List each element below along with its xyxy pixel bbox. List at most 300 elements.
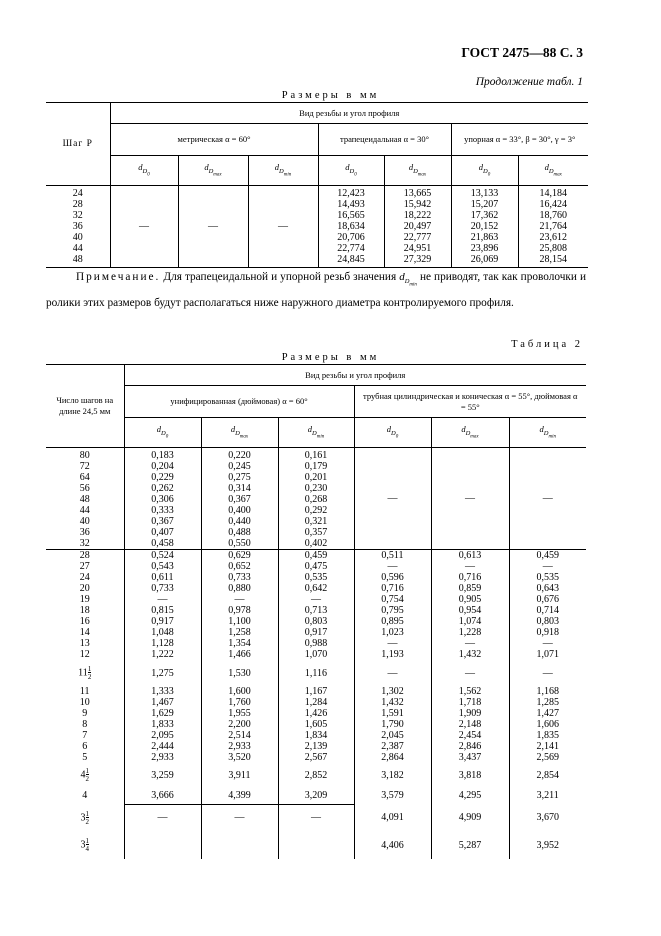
text-fragment: $d_{D_{min}}$ (274, 162, 292, 178)
table-cell: 2,148 (458, 719, 482, 730)
table-cell (46, 831, 124, 859)
table-cell: 16 (79, 616, 90, 627)
text-fragment (86, 837, 90, 853)
table-cell: 2,444 (151, 741, 174, 752)
table-cell: 2,864 (381, 752, 404, 763)
table-cell: 2,095 (151, 730, 174, 741)
t2-col-dmin-1 (278, 448, 354, 550)
table-cell: — (542, 638, 553, 649)
table-cell: 0,550 (228, 538, 251, 549)
text-fragment: $d_{D_{min}}$ (307, 424, 325, 440)
t1-sub-d0 (110, 156, 178, 186)
table-cell: 2,933 (151, 752, 174, 763)
table-cell (354, 550, 431, 661)
t1-cell: 26,069 (470, 254, 499, 265)
table-cell: 3,259 (124, 763, 201, 787)
note-text-1: Для трапецеидальной и упорной резьб значения (163, 271, 397, 283)
table-cell: 48 (79, 494, 90, 505)
table-cell (201, 686, 278, 763)
table-cell: 32 (79, 538, 90, 549)
table-cell: 4,295 (431, 787, 509, 804)
table-cell: 0,306 (151, 494, 174, 505)
table-cell: 1,466 (228, 649, 251, 660)
text-fragment: $d_{D_0}$ (156, 424, 169, 440)
table-cell (201, 550, 278, 661)
table-cell: 2,200 (228, 719, 251, 730)
table-cell: 5 (82, 752, 88, 763)
t1-cell: 15,942 (403, 199, 432, 210)
table-cell: — (124, 804, 201, 831)
table-cell: 1,284 (304, 697, 328, 708)
text-fragment (46, 365, 586, 386)
t1-metric-d0: — (110, 186, 178, 268)
table-cell: 0,535 (304, 572, 328, 583)
table-cell: 2 (85, 817, 89, 826)
t1-cell: 16,565 (337, 210, 365, 221)
t1-data (46, 186, 588, 268)
table-cell: 19 (79, 594, 90, 605)
t1-step: 36 (72, 221, 83, 232)
table-cell: 0,642 (304, 583, 328, 594)
table-cell: 0,245 (228, 461, 251, 472)
table-cell: 0,475 (304, 561, 328, 572)
t2-sub-d0 (354, 418, 431, 448)
t1-cell: 16,424 (539, 199, 567, 210)
table-cell: 1,718 (458, 697, 482, 708)
t2-block-3 (46, 686, 586, 763)
t2-group-pipe: трубная цилиндрическая и коническая α = 55°, дюймовая α = 55° (354, 386, 586, 418)
table-cell: 44 (79, 505, 90, 516)
table-cell: 0,716 (381, 583, 404, 594)
t2-row-4-half (46, 763, 586, 787)
table-cell: 0,333 (151, 505, 174, 516)
table-cell: 0,262 (151, 483, 174, 494)
table-cell: 0,459 (536, 550, 559, 561)
table-cell: 0,275 (228, 472, 251, 483)
table-cell: 0,917 (151, 616, 174, 627)
table-cell: 0,511 (381, 550, 404, 561)
t1-cell: 17,362 (470, 210, 499, 221)
note-label: Примечание. (76, 271, 161, 283)
t1-row-header (46, 103, 110, 186)
table-cell: 1,600 (228, 686, 251, 697)
table-cell (278, 550, 354, 661)
table-cell: 1,835 (536, 730, 559, 741)
t1-cell: 18,760 (539, 210, 567, 221)
table-cell: 0,596 (381, 572, 404, 583)
table-cell: 3,670 (509, 804, 586, 831)
table-cell: 0,357 (304, 527, 328, 538)
table-cell: 40 (79, 516, 90, 527)
table-cell: 0,407 (151, 527, 174, 538)
table-cell: 1,467 (151, 697, 174, 708)
t2-sub-dmin (278, 418, 354, 448)
t1-cell: 24,951 (403, 243, 432, 254)
table-cell: 36 (79, 527, 90, 538)
text-fragment: $d_{D_0}$ (478, 162, 491, 178)
t1-step: 24 (72, 188, 83, 199)
table-cell (431, 550, 509, 661)
table-cell: 0,402 (304, 538, 328, 549)
t2-row-3-quarter (46, 831, 586, 859)
table2-units: Размеры в мм (281, 352, 380, 363)
t1-cell: 22,777 (403, 232, 432, 243)
table-cell: — (542, 561, 553, 572)
table-cell: — (509, 660, 586, 686)
table-cell: 0,917 (304, 627, 328, 638)
table-cell: 1,591 (381, 708, 404, 719)
text-fragment: $d_{D_{max}}$ (544, 162, 562, 178)
t2-sub-dmin (509, 418, 586, 448)
t2-block-2 (46, 550, 586, 661)
table-cell: 4,909 (431, 804, 509, 831)
t2-pipe-dash: — (431, 448, 509, 550)
table-cell: 2 (87, 673, 92, 681)
table-cell: 2 (85, 775, 89, 783)
table-cell: 3,952 (509, 831, 586, 859)
t1-step: 44 (72, 243, 83, 254)
table-cell (46, 686, 124, 763)
table-cell (201, 831, 278, 859)
table-cell: 3,182 (354, 763, 431, 787)
table-cell: 0,815 (151, 605, 174, 616)
table-cell (46, 763, 124, 787)
text-fragment: $d_{D_0}$ (386, 424, 399, 440)
table-cell: 1,909 (458, 708, 482, 719)
table-cell: 56 (79, 483, 90, 494)
text-fragment: $d_{D_0}$ (345, 162, 357, 178)
table-cell: 1,228 (458, 627, 482, 638)
table-cell: 0,713 (304, 605, 328, 616)
table-cell: 2,139 (304, 741, 328, 752)
text-fragment (46, 156, 588, 186)
t2-row-11-half (46, 660, 586, 686)
table-cell: 3,666 (124, 787, 201, 804)
t1-step: 48 (72, 254, 83, 265)
t2-col-d0-1 (124, 448, 201, 550)
table-cell: 1,168 (536, 686, 559, 697)
table-cell: 3 (80, 811, 86, 823)
t1-sub-d0 (318, 156, 384, 186)
table-cell: 0,183 (151, 450, 174, 461)
table-cell: 80 (79, 450, 90, 461)
table-cell: 0,918 (536, 627, 559, 638)
table-cell: 7 (82, 730, 88, 741)
table-cell (46, 804, 124, 831)
t1-cell: 18,222 (403, 210, 432, 221)
table-cell: 9 (82, 708, 88, 719)
table-cell: 1,790 (381, 719, 404, 730)
t2-group-unified: унифицированная (дюймовая) α = 60° (124, 386, 354, 418)
table-cell: 1,605 (304, 719, 328, 730)
table-cell: 8 (82, 719, 88, 730)
table-cell: 0,880 (228, 583, 251, 594)
t1-cell: 14,184 (539, 188, 567, 199)
text-fragment (46, 124, 588, 156)
table-cell: 1,833 (151, 719, 174, 730)
table-cell: — (387, 638, 398, 649)
text-fragment (46, 418, 586, 448)
table-cell: 0,803 (304, 616, 328, 627)
note-symbol: $d_{D_{min}}$ (399, 271, 417, 288)
table-cell: 18 (79, 605, 90, 616)
t1-metric-dmin: — (248, 186, 318, 268)
t1-step: 32 (72, 210, 83, 221)
t1-cell: 24,845 (337, 254, 365, 265)
table-cell: 2,933 (228, 741, 251, 752)
t1-cell: 18,634 (337, 221, 365, 232)
table-cell: 0,716 (458, 572, 482, 583)
text-fragment (46, 103, 588, 124)
table-cell: 3,437 (458, 752, 482, 763)
table-cell: 0,230 (304, 483, 328, 494)
table-cell: 2,514 (228, 730, 251, 741)
t1-step: 40 (72, 232, 83, 243)
text-fragment: $d_{D_{min}}$ (539, 424, 556, 440)
table-cell (46, 660, 124, 686)
table-cell: 0,733 (228, 572, 251, 583)
table-cell: 1 (85, 767, 89, 775)
table-cell: — (201, 804, 278, 831)
table-cell: 64 (79, 472, 90, 483)
table-cell: 0,321 (304, 516, 328, 527)
table-cell: 4 (85, 845, 89, 853)
text-fragment: $d_{D_{max}}$ (230, 424, 249, 440)
table-cell: 0,524 (151, 550, 174, 561)
table-cell: 1,354 (228, 638, 251, 649)
table-cell: 6 (82, 741, 88, 752)
table-cell: 0,314 (228, 483, 251, 494)
table-cell: 0,611 (151, 572, 174, 583)
table-cell: 1,955 (228, 708, 251, 719)
t1-cell: 27,329 (403, 254, 432, 265)
t1-cell: 15,207 (470, 199, 499, 210)
t1-sub-dmax (518, 156, 588, 186)
table-cell: — (311, 594, 321, 605)
table-cell: 4,406 (354, 831, 431, 859)
table-cell: 3,211 (509, 787, 586, 804)
t1-cell: 20,497 (403, 221, 432, 232)
table-cell: 0,440 (228, 516, 251, 527)
table-cell: 0,733 (151, 583, 174, 594)
table-cell: 1,760 (228, 697, 251, 708)
table-cell: 0,201 (304, 472, 328, 483)
table-cell: 0,458 (151, 538, 174, 549)
note (46, 268, 586, 312)
table-cell: 0,367 (151, 516, 174, 527)
text-fragment (86, 810, 90, 826)
table-cell: 5,287 (431, 831, 509, 859)
table-cell: — (431, 660, 509, 686)
table-cell (124, 686, 201, 763)
table-cell: 1,100 (228, 616, 251, 627)
table-cell: 0,859 (458, 583, 482, 594)
t2-pipe-dash: — (509, 448, 586, 550)
table-cell: 0,895 (381, 616, 404, 627)
table-cell: 12 (79, 649, 90, 660)
page-header: ГОСТ 2475—88 С. 3 (461, 45, 583, 60)
table-cell: 3 (80, 839, 86, 851)
t2-sub-d0 (124, 418, 201, 448)
table-cell: 1 (87, 665, 92, 673)
table-cell: — (278, 804, 354, 831)
table-cell: 10 (79, 697, 90, 708)
t2-pipe-dash: — (354, 448, 431, 550)
table-cell: 0,220 (228, 450, 251, 461)
table-cell: 2,569 (536, 752, 559, 763)
table-cell: 11 (79, 686, 90, 697)
t1-sub-d0 (451, 156, 518, 186)
table-cell: 1,070 (304, 649, 328, 660)
table-cell: 1,116 (278, 660, 354, 686)
table-cell: 1,258 (228, 627, 251, 638)
table-cell: 1,302 (381, 686, 404, 697)
t2-block-1 (46, 448, 586, 550)
table-cell: 1 (85, 837, 89, 845)
table-cell: 0,268 (304, 494, 328, 505)
table-cell: 0,795 (381, 605, 404, 616)
table-cell: — (465, 561, 475, 572)
t2-sub-dmax (431, 418, 509, 448)
continuation-label: Продолжение табл. 1 (475, 76, 583, 88)
table-cell: 3,818 (431, 763, 509, 787)
table-cell: 24 (79, 572, 90, 583)
table-cell: 2,567 (304, 752, 328, 763)
table-cell (124, 831, 201, 859)
t2-col-steps-2 (46, 550, 124, 661)
text-fragment: $d_{D_0}$ (138, 162, 150, 178)
table-cell: 0,459 (304, 550, 328, 561)
table-cell: — (387, 561, 398, 572)
t1-col-upor-dmax (518, 186, 588, 268)
table2-caption: Таблица 2 (511, 339, 583, 350)
table-cell: 1,167 (304, 686, 328, 697)
table-cell: 0,905 (458, 594, 482, 605)
t1-cell: 21,863 (470, 232, 499, 243)
t1-cell: 25,808 (539, 243, 567, 254)
t1-sub-dmin (248, 156, 318, 186)
table-cell: 2,852 (278, 763, 354, 787)
table-cell: 0,613 (458, 550, 482, 561)
t1-col-upor-d0 (451, 186, 518, 268)
t2-col-steps-1 (46, 448, 124, 550)
table-cell (431, 686, 509, 763)
table-cell: — (465, 638, 475, 649)
table-cell: Шаг P (62, 138, 93, 149)
table-cell: 0,629 (228, 550, 251, 561)
table-cell: 1,562 (458, 686, 482, 697)
table-cell: 0,652 (228, 561, 251, 572)
table-cell: 3,911 (201, 763, 278, 787)
t1-cell: 23,896 (470, 243, 499, 254)
table-cell: 0,488 (228, 527, 251, 538)
table-cell: 1,222 (151, 649, 174, 660)
table-cell: 2,045 (381, 730, 404, 741)
table-cell: 3,579 (354, 787, 431, 804)
table-cell: 20 (79, 583, 90, 594)
table-cell: 0,754 (381, 594, 404, 605)
table-cell: — (234, 594, 245, 605)
table-cell: 1,023 (381, 627, 404, 638)
table-cell: 1,834 (304, 730, 328, 741)
table-cell (509, 550, 586, 661)
table-cell (278, 831, 354, 859)
table-cell: 1,128 (151, 638, 174, 649)
table-cell: 2,387 (381, 741, 404, 752)
table-cell: 1,193 (381, 649, 404, 660)
text-fragment (46, 386, 586, 418)
table-cell: 1,530 (201, 660, 278, 686)
table-cell: 0,803 (536, 616, 559, 627)
table-cell: 4 (80, 769, 86, 781)
t1-col-trap-d0 (318, 186, 384, 268)
table-cell: 4,091 (354, 804, 431, 831)
table-cell: 3,209 (278, 787, 354, 804)
table1-units: Размеры в мм (281, 90, 380, 101)
text-fragment: $d_{D_{max}}$ (461, 424, 479, 440)
table-cell: 0,179 (304, 461, 328, 472)
t1-step: 28 (72, 199, 83, 210)
table-cell: 0,367 (228, 494, 251, 505)
table-cell: 0,229 (151, 472, 174, 483)
table-cell: 11 (78, 667, 88, 679)
table-cell: 0,292 (304, 505, 328, 516)
table-cell: 1,432 (458, 649, 482, 660)
table-cell: 1,333 (151, 686, 174, 697)
t1-cell: 21,764 (539, 221, 567, 232)
t1-sub-dmax (178, 156, 248, 186)
table-cell: 0,400 (228, 505, 251, 516)
t2-col-dmax-1 (201, 448, 278, 550)
t1-metric-dmax: — (178, 186, 248, 268)
t2-group-header: Вид резьбы и угол профиля (124, 365, 586, 386)
table-cell: 1,071 (536, 649, 559, 660)
table-cell: 2,846 (458, 741, 482, 752)
t1-cell: 23,612 (539, 232, 567, 243)
table-cell: 13 (79, 638, 90, 649)
text-fragment: $d_{D_{max}}$ (204, 162, 222, 178)
table-cell: 0,204 (151, 461, 174, 472)
table-cell: 1,427 (536, 708, 559, 719)
table2 (46, 364, 586, 859)
table-cell: 0,543 (151, 561, 174, 572)
t2-row-header: Число шагов на длине 24,5 мм (46, 365, 124, 448)
t1-col-trap-dmax (384, 186, 451, 268)
table-cell: 0,954 (458, 605, 482, 616)
t1-cell: 13,133 (470, 188, 499, 199)
t1-cell: 13,665 (403, 188, 432, 199)
table-cell: 1,432 (381, 697, 404, 708)
text-fragment (88, 665, 92, 681)
text-fragment (86, 767, 90, 783)
table-cell: — (354, 660, 431, 686)
table-cell: 0,535 (536, 572, 559, 583)
t1-col-steps (46, 186, 110, 268)
table-cell: 28 (79, 550, 90, 561)
table-cell: 0,161 (304, 450, 328, 461)
t1-group-trapezoid: трапецеидальная α = 30° (318, 124, 451, 156)
table-cell: 1,426 (304, 708, 328, 719)
table-cell: 4 (46, 787, 124, 804)
table-cell: 3,520 (228, 752, 251, 763)
table-cell: 14 (79, 627, 90, 638)
table1 (46, 102, 588, 268)
t2-row-4 (46, 787, 586, 804)
table-cell: 0,978 (228, 605, 251, 616)
table-cell: 72 (79, 461, 90, 472)
t1-cell: 20,706 (337, 232, 365, 243)
note-text-2: не приводят, так как проволочки и ролики этих размеров будут располагаться ниже наружного диаметра контролируемого профиля. (46, 271, 587, 310)
